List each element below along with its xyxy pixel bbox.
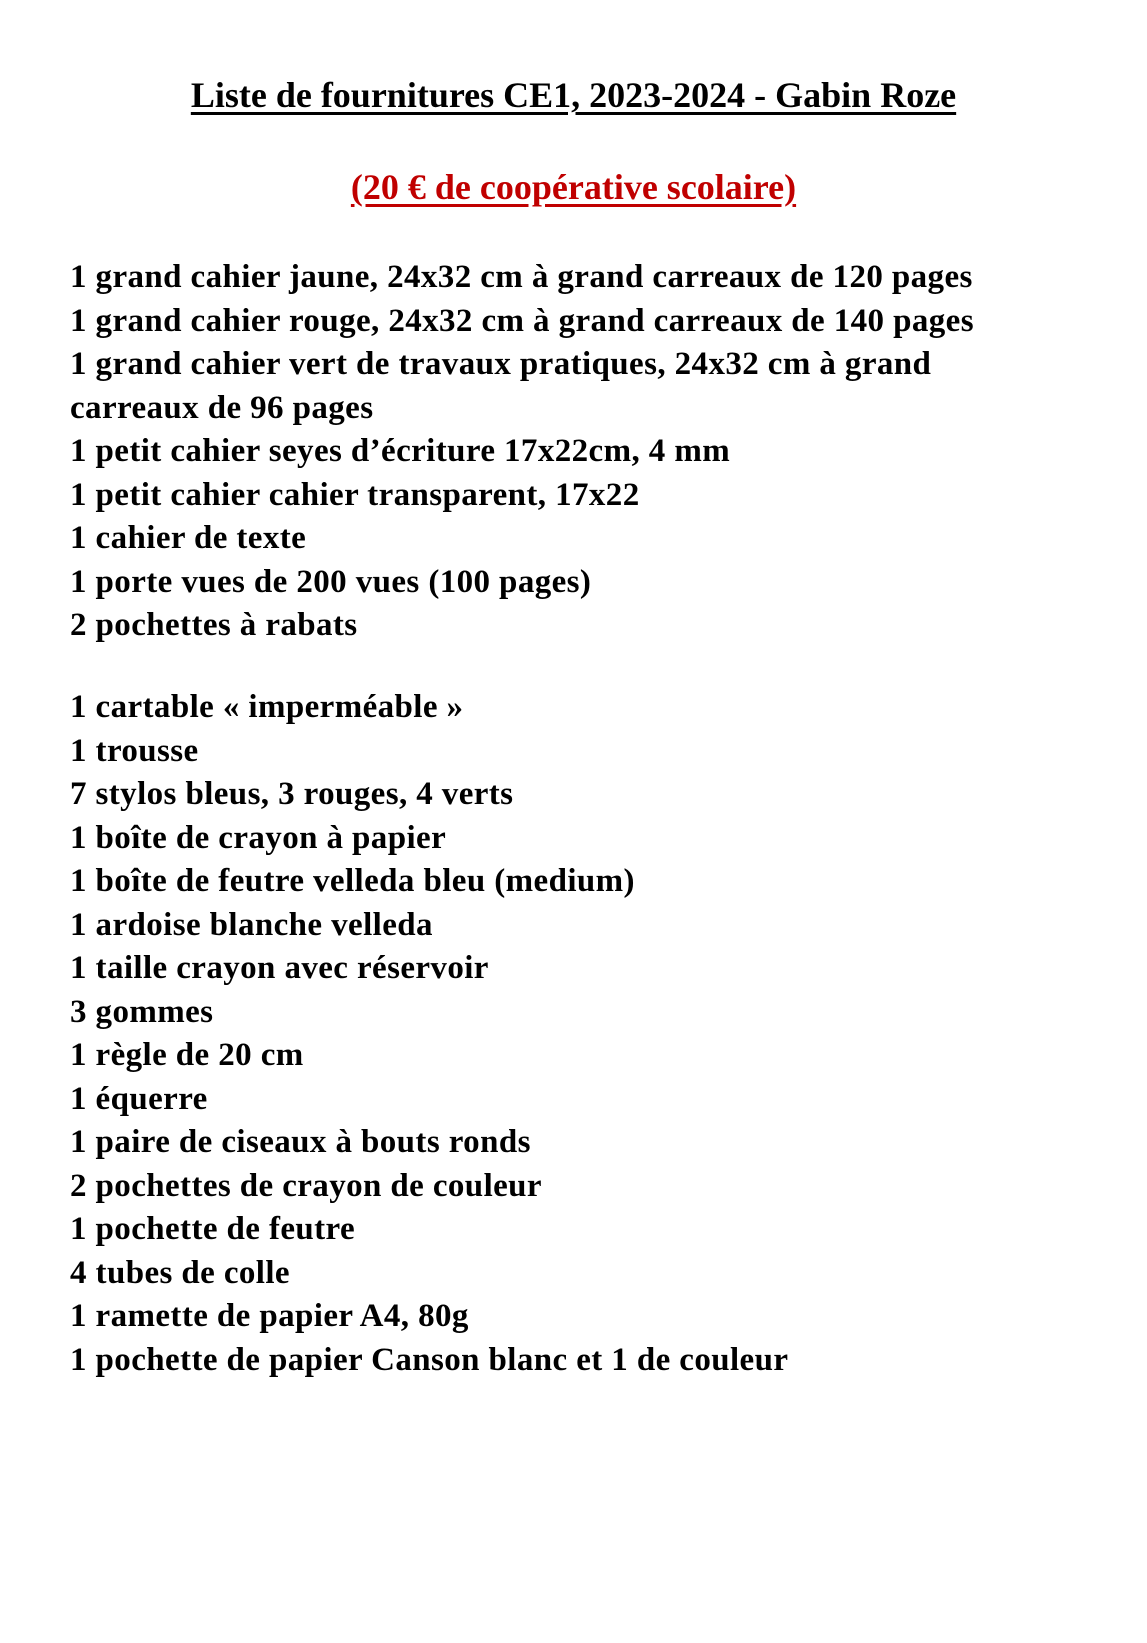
list-item: 1 pochette de papier Canson blanc et 1 de couleur (70, 1341, 789, 1378)
list-item: 1 trousse (70, 732, 199, 769)
list-item: 4 tubes de colle (70, 1254, 290, 1291)
list-item: 1 petit cahier cahier transparent, 17x22 (70, 476, 640, 513)
list-item: 1 taille crayon avec réservoir (70, 950, 489, 986)
list-item: 1 pochette de feutre (70, 1211, 356, 1247)
list-item: 1 grand cahier jaune, 24x32 cm à grand carreaux de 120 pages (70, 259, 973, 295)
list-item: 1 grand cahier rouge, 24x32 cm à grand carreaux de 140 pages (70, 302, 974, 339)
list-item: 1 porte vues de 200 vues (100 pages) (70, 563, 592, 600)
list-item: 1 cartable « imperméable » (70, 689, 464, 725)
list-item: 1 petit cahier seyes d’écriture 17x22cm, 4 mm (70, 433, 731, 469)
list-item: 2 pochettes de crayon de couleur (70, 1167, 542, 1204)
list-item: 1 boîte de feutre velleda bleu (medium) (70, 863, 635, 899)
list-item: 1 règle de 20 cm (70, 1037, 304, 1073)
list-item: 1 grand cahier vert de travaux pratiques, 24x32 cm à grand (70, 346, 932, 382)
list-item: carreaux de 96 pages (70, 389, 374, 426)
list-item: 2 pochettes à rabats (70, 607, 358, 643)
cooperative-fee-note: (20 € de coopérative scolaire) (350, 167, 797, 207)
list-item: 3 gommes (70, 993, 214, 1030)
list-item: 1 paire de ciseaux à bouts ronds (70, 1124, 531, 1160)
list-item: 1 équerre (70, 1080, 208, 1117)
list-item: 1 cahier de texte (70, 520, 307, 556)
list-item: 1 boîte de crayon à papier (70, 819, 447, 856)
page-title: Liste de fournitures CE1, 2023-2024 - Gabin Roze (190, 75, 957, 115)
list-item: 7 stylos bleus, 3 rouges, 4 verts (70, 776, 514, 812)
list-item: 1 ardoise blanche velleda (70, 906, 433, 943)
supplies-list-materials (70, 686, 1130, 1382)
list-item: 1 ramette de papier A4, 80g (70, 1298, 469, 1334)
supplies-list-notebooks (70, 256, 1130, 648)
